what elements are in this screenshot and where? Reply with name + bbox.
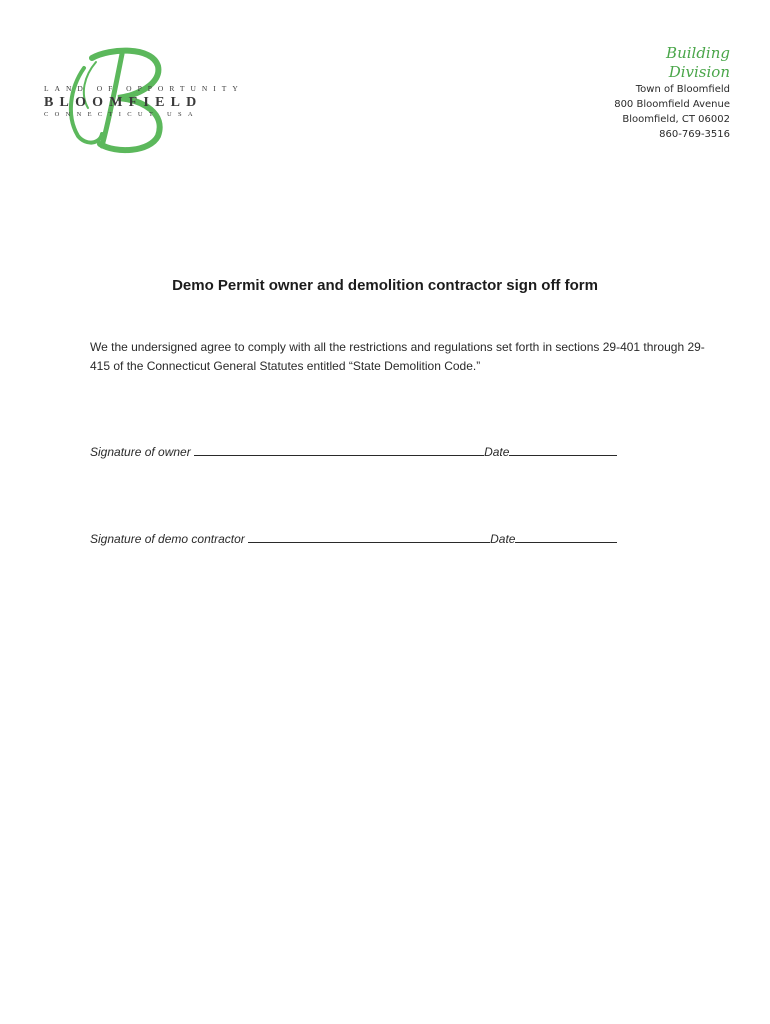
division-title-line2: Division — [668, 63, 730, 81]
contractor-date-label: Date — [490, 532, 516, 546]
contractor-signature-row — [90, 531, 617, 546]
contractor-date-field[interactable] — [515, 531, 617, 543]
compliance-statement: We the undersigned agree to comply with all the restrictions and regulations set forth in sections 29-401 through 29-415 of the Connecticut General Statutes entitled “State Demolition Code.” — [90, 340, 705, 373]
bloomfield-logo — [40, 44, 244, 154]
form-title: Demo Permit owner and demolition contractor sign off form — [172, 277, 598, 294]
logo-state: CONNECTICUT USA — [44, 111, 199, 118]
contractor-signature-field[interactable] — [248, 531, 490, 543]
address-city: Bloomfield, CT 06002 — [622, 114, 730, 125]
logo-tagline: LAND OF OPPORTUNITY — [44, 84, 244, 93]
owner-signature-label: Signature of owner — [90, 445, 191, 459]
contractor-signature-label: Signature of demo contractor — [90, 532, 245, 546]
owner-signature-row — [90, 444, 617, 459]
division-title-line1: Building — [666, 44, 730, 62]
owner-date-field[interactable] — [509, 444, 617, 456]
address-town: Town of Bloomfield — [635, 84, 730, 95]
address-phone: 860-769-3516 — [659, 129, 730, 140]
owner-date-label: Date — [484, 445, 510, 459]
division-header — [614, 44, 730, 142]
owner-signature-field[interactable] — [194, 444, 484, 456]
logo-town-name: BLOOMFIELD — [44, 95, 203, 110]
address-street: 800 Bloomfield Avenue — [614, 99, 730, 110]
